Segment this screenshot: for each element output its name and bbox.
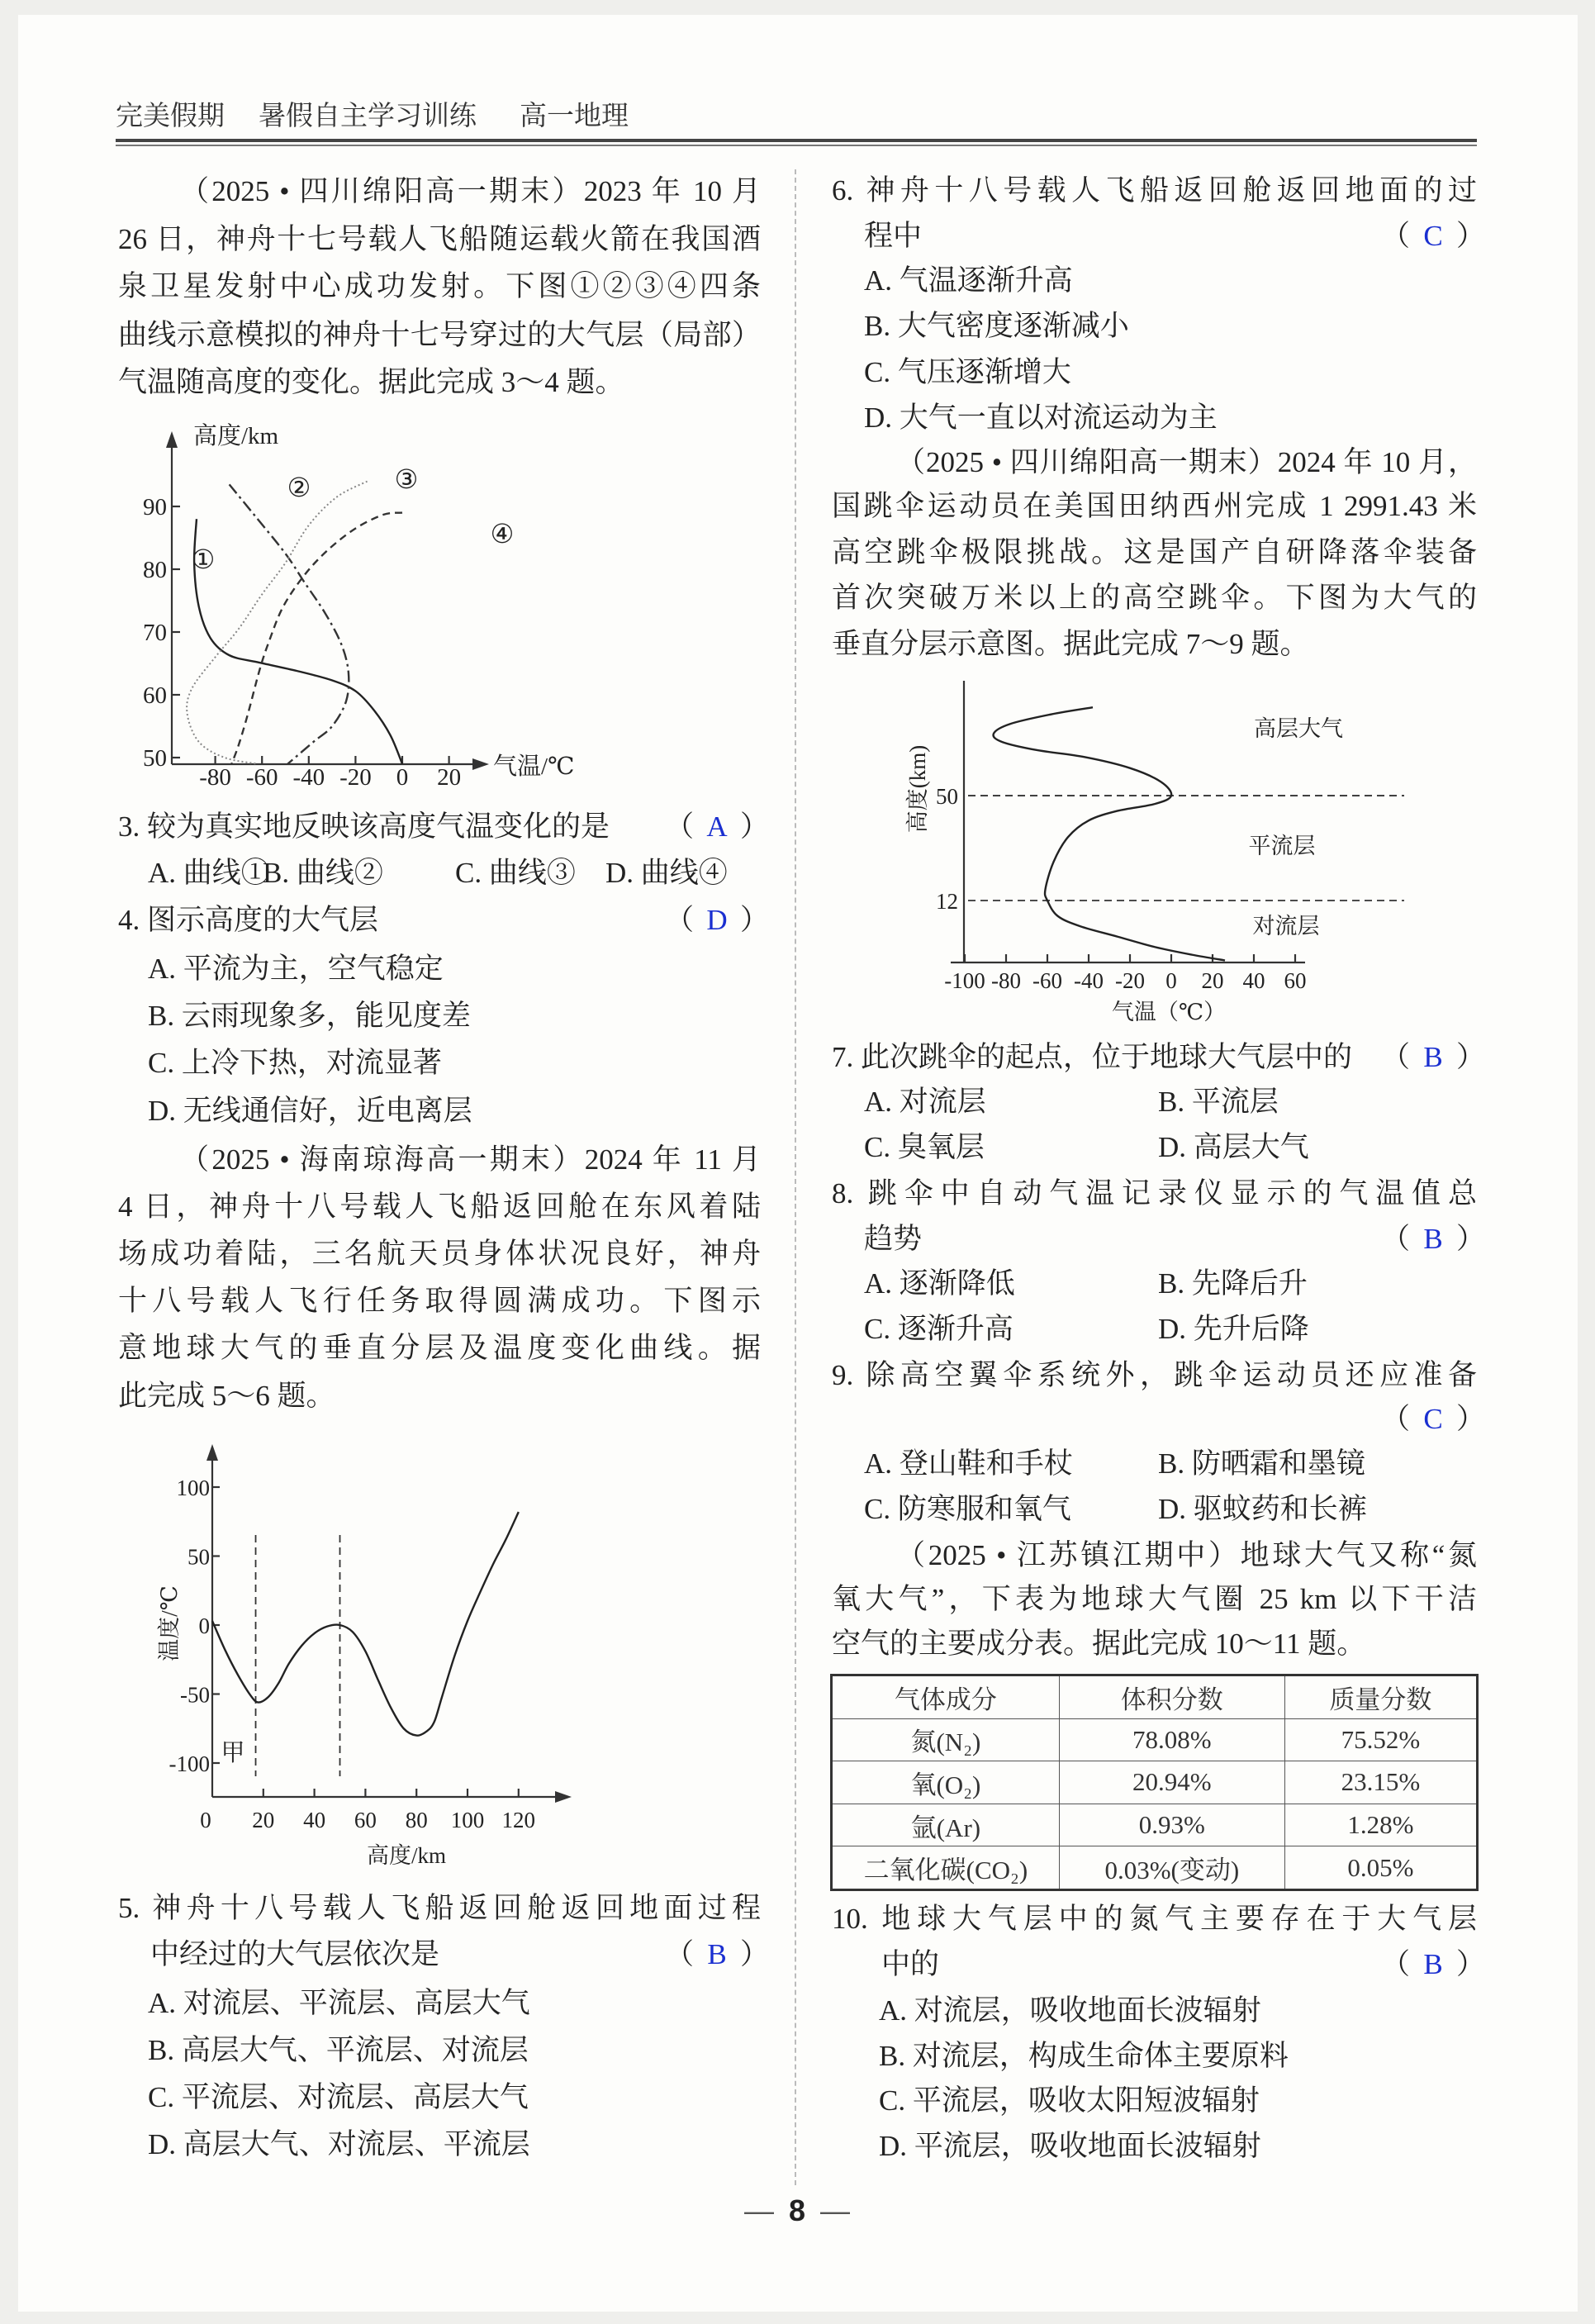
x-axis-arrow <box>472 758 489 770</box>
passage-line: 高空跳伞极限挑战。这是国产自研降落伞装备 <box>832 536 1477 568</box>
option: B. 高层大气、平流层、对流层 <box>148 2034 529 2066</box>
layer-label: 平流层 <box>1248 834 1316 858</box>
table-cell: 0.05% <box>1284 1846 1477 1890</box>
option: A. 平流为主，空气稳定 <box>148 953 444 985</box>
table-cell: 78.08% <box>1059 1718 1284 1761</box>
option: B. 云雨现象多，能见度差 <box>148 1000 471 1032</box>
y-tick-label: 100 <box>176 1476 210 1500</box>
option: C. 气压逐渐增大 <box>864 356 1071 388</box>
passage-line: 空气的主要成分表。据此完成 10～11 题。 <box>832 1628 1366 1660</box>
y-tick-label: 90 <box>143 494 167 520</box>
question-6-stem: 6. 神舟十八号载人飞船返回舱返回地面的过 <box>832 174 1477 207</box>
option: B. 防晒霜和墨镜 <box>1158 1447 1365 1480</box>
option: C. 逐渐升高 <box>864 1313 1013 1345</box>
table-cell: 氧(O₂) <box>832 1761 1060 1804</box>
question-7-answer: （ B ） <box>1381 1041 1486 1073</box>
x-tick-label: -20 <box>339 764 372 791</box>
x-tick-label: -80 <box>199 764 231 791</box>
question-5-answer: （ B ） <box>665 1938 770 1970</box>
option: B. 先降后升 <box>1158 1267 1308 1300</box>
question-10-stem: 10. 地球大气层中的氮气主要存在于大气层 <box>832 1903 1477 1935</box>
x-tick-label: 100 <box>450 1808 485 1832</box>
option: C. 曲线③ <box>455 857 576 889</box>
passage-line: 垂直分层示意图。据此完成 7～9 题。 <box>832 628 1309 660</box>
layer-label: 对流层 <box>1252 914 1320 939</box>
question-4-answer: （ D ） <box>665 904 770 936</box>
table-cell: 0.93% <box>1059 1804 1284 1846</box>
passage-line: 4 日，神舟十八号载人飞船返回舱在东风着陆 <box>118 1191 761 1223</box>
passage-line: 此完成 5～6 题。 <box>118 1380 335 1412</box>
option: A. 曲线① <box>148 857 270 889</box>
option: C. 平流层，吸收太阳短波辐射 <box>879 2084 1260 2117</box>
x-tick-label: 20 <box>252 1808 275 1832</box>
x-tick-label: 120 <box>501 1808 536 1832</box>
x-tick-label: -40 <box>292 764 325 791</box>
table-header: 质量分数 <box>1284 1675 1477 1719</box>
question-3-stem: 3. 较为真实地反映该高度气温变化的是 <box>118 810 610 843</box>
passage-line: 氧大气”，下表为地球大气圈 25 km 以下干洁 <box>832 1583 1477 1615</box>
option: C. 防寒服和氧气 <box>864 1493 1071 1525</box>
passage-line: 十八号载人飞行任务取得圆满成功。下图示 <box>118 1285 761 1317</box>
curve-④ <box>231 513 402 764</box>
y-tick-label: 50 <box>936 784 958 810</box>
question-6-answer: （ C ） <box>1381 220 1486 252</box>
question-8-stem-cont: 趋势 <box>864 1223 923 1255</box>
passage-line: 曲线示意模拟的神舟十七号穿过的大气层（局部） <box>118 319 761 351</box>
x-tick-label: 0 <box>200 1808 211 1832</box>
curve-label-④: ④ <box>490 519 515 549</box>
y-tick-label: -100 <box>169 1751 210 1776</box>
y-axis-arrow <box>166 431 178 448</box>
option: A. 逐渐降低 <box>864 1267 1015 1300</box>
x-tick-label: 40 <box>303 1808 326 1832</box>
y-axis-arrow <box>206 1444 218 1461</box>
option: D. 大气一直以对流运动为主 <box>864 402 1218 434</box>
x-tick-label: 80 <box>405 1808 428 1832</box>
header-series: 暑假自主学习训练 <box>259 102 477 131</box>
question-10-stem-cont: 中的 <box>881 1948 940 1980</box>
option: C. 上冷下热，对流显著 <box>148 1047 442 1079</box>
x-tick-label: -60 <box>1032 968 1062 993</box>
table-cell: 23.15% <box>1284 1761 1477 1804</box>
passage-line: 意地球大气的垂直分层及温度变化曲线。据 <box>118 1332 761 1364</box>
table-header: 气体成分 <box>832 1675 1060 1719</box>
curve-① <box>191 519 402 763</box>
option: A. 对流层，吸收地面长波辐射 <box>879 1994 1261 2027</box>
question-5-stem: 5. 神舟十八号载人飞船返回舱返回地面过程 <box>118 1892 761 1924</box>
passage-line: 泉卫星发射中心成功发射。下图①②③④四条 <box>118 270 761 302</box>
x-tick-label: 0 <box>396 764 409 791</box>
x-tick-label: -60 <box>245 764 278 791</box>
passage-line: 26 日，神舟十七号载人飞船随运载火箭在我国酒 <box>118 223 761 255</box>
x-tick-label: 60 <box>354 1808 377 1832</box>
y-tick-label: 70 <box>143 620 167 646</box>
option: D. 高层大气、对流层、平流层 <box>148 2128 530 2160</box>
passage-line: （2025 • 江苏镇江期中）地球大气又称“氮 <box>896 1539 1477 1571</box>
curve-temperature <box>212 1512 519 1736</box>
curve-label-③: ③ <box>394 464 419 494</box>
curve-label-①: ① <box>191 544 216 574</box>
option: A. 登山鞋和手杖 <box>864 1447 1073 1480</box>
header-subject: 高一地理 <box>520 102 629 131</box>
question-10-answer: （ B ） <box>1381 1948 1486 1980</box>
table-cell: 二氧化碳(CO₂) <box>832 1846 1060 1890</box>
x-tick-label: 60 <box>1284 968 1307 993</box>
y-tick-label: 50 <box>188 1544 210 1570</box>
option: D. 曲线④ <box>605 857 728 889</box>
annotation-label: 甲 <box>221 1740 245 1766</box>
curve-② <box>230 484 349 763</box>
x-tick-label: 20 <box>1201 968 1224 993</box>
passage-line: （2025 • 四川绵阳高一期末）2023 年 10 月 <box>180 175 761 207</box>
x-axis-label: 高度/km <box>366 1843 447 1868</box>
question-9-answer: （ C ） <box>1381 1403 1486 1435</box>
question-3-answer: （ A ） <box>665 810 770 843</box>
y-tick-label: 80 <box>143 557 167 583</box>
option: D. 平流层，吸收地面长波辐射 <box>879 2130 1261 2162</box>
question-8-stem: 8. 跳伞中自动气温记录仪显示的气温值总 <box>832 1177 1477 1210</box>
x-axis-arrow <box>555 1791 572 1803</box>
x-axis-label: 气温/℃ <box>493 753 575 780</box>
table-cell: 氮(N₂) <box>832 1718 1060 1761</box>
option: B. 大气密度逐渐减小 <box>864 310 1129 342</box>
x-tick-label: 0 <box>1165 968 1177 993</box>
option: A. 对流层 <box>864 1086 986 1118</box>
y-tick-label: 12 <box>936 889 958 914</box>
question-4-stem: 4. 图示高度的大气层 <box>118 904 379 936</box>
option: B. 平流层 <box>1158 1086 1279 1118</box>
y-tick-label: 0 <box>198 1613 210 1638</box>
y-axis-label: 高度/km <box>193 423 279 449</box>
x-axis-label: 气温（℃） <box>1111 1000 1227 1024</box>
question-7-stem: 7. 此次跳伞的起点，位于地球大气层中的 <box>832 1041 1353 1073</box>
x-tick-label: -80 <box>991 968 1021 993</box>
table-cell: 75.52% <box>1284 1718 1477 1761</box>
x-tick-label: 40 <box>1242 968 1265 993</box>
table-cell: 1.28% <box>1284 1804 1477 1846</box>
y-tick-label: 60 <box>143 682 167 709</box>
x-tick-label: 20 <box>437 764 462 791</box>
table-cell: 20.94% <box>1059 1761 1284 1804</box>
question-6-stem-cont: 程中 <box>864 220 923 252</box>
option: C. 平流层、对流层、高层大气 <box>148 2081 529 2113</box>
option: D. 无线通信好，近电离层 <box>148 1095 472 1127</box>
passage-line: 国跳伞运动员在美国田纳西州完成 1 2991.43 米 <box>832 490 1477 522</box>
option: A. 气温逐渐升高 <box>864 264 1073 297</box>
y-axis-label: 高度(km) <box>905 744 930 834</box>
passage-line: 场成功着陆，三名航天员身体状况良好，神舟 <box>118 1238 761 1270</box>
table-header: 体积分数 <box>1059 1675 1284 1719</box>
question-5-stem-cont: 中经过的大气层依次是 <box>150 1938 440 1970</box>
passage-line: 气温随高度的变化。据此完成 3～4 题。 <box>118 366 624 398</box>
table-cell: 0.03%(变动) <box>1059 1846 1284 1890</box>
option: A. 对流层、平流层、高层大气 <box>148 1987 530 2019</box>
question-9-stem: 9. 除高空翼伞系统外，跳伞运动员还应准备 <box>832 1359 1477 1391</box>
curve-temperature <box>994 707 1225 960</box>
curve-label-②: ② <box>287 473 311 502</box>
y-axis-label: 温度/℃ <box>157 1585 182 1661</box>
option: C. 臭氧层 <box>864 1131 985 1163</box>
x-tick-label: -20 <box>1115 968 1145 993</box>
passage-line: （2025 • 四川绵阳高一期末）2024 年 10 月， <box>896 446 1477 478</box>
x-tick-label: -100 <box>944 968 985 993</box>
layer-label: 高层大气 <box>1254 716 1343 741</box>
x-tick-label: -40 <box>1074 968 1104 993</box>
header-brand: 完美假期 <box>116 102 225 131</box>
option: B. 对流层，构成生命体主要原料 <box>879 2040 1289 2072</box>
passage-line: （2025 • 海南琼海高一期末）2024 年 11 月 <box>180 1143 761 1176</box>
option: B. 曲线② <box>263 857 383 889</box>
page-number: — 8 — <box>743 2193 851 2227</box>
passage-line: 首次突破万米以上的高空跳伞。下图为大气的 <box>832 582 1477 614</box>
y-tick-label: 50 <box>143 745 167 772</box>
option: D. 驱蚊药和长裤 <box>1158 1493 1367 1525</box>
option: D. 高层大气 <box>1158 1131 1309 1163</box>
question-8-answer: （ B ） <box>1381 1223 1486 1255</box>
y-tick-label: -50 <box>180 1682 210 1708</box>
option: D. 先升后降 <box>1158 1313 1309 1345</box>
table-cell: 氩(Ar) <box>832 1804 1060 1846</box>
